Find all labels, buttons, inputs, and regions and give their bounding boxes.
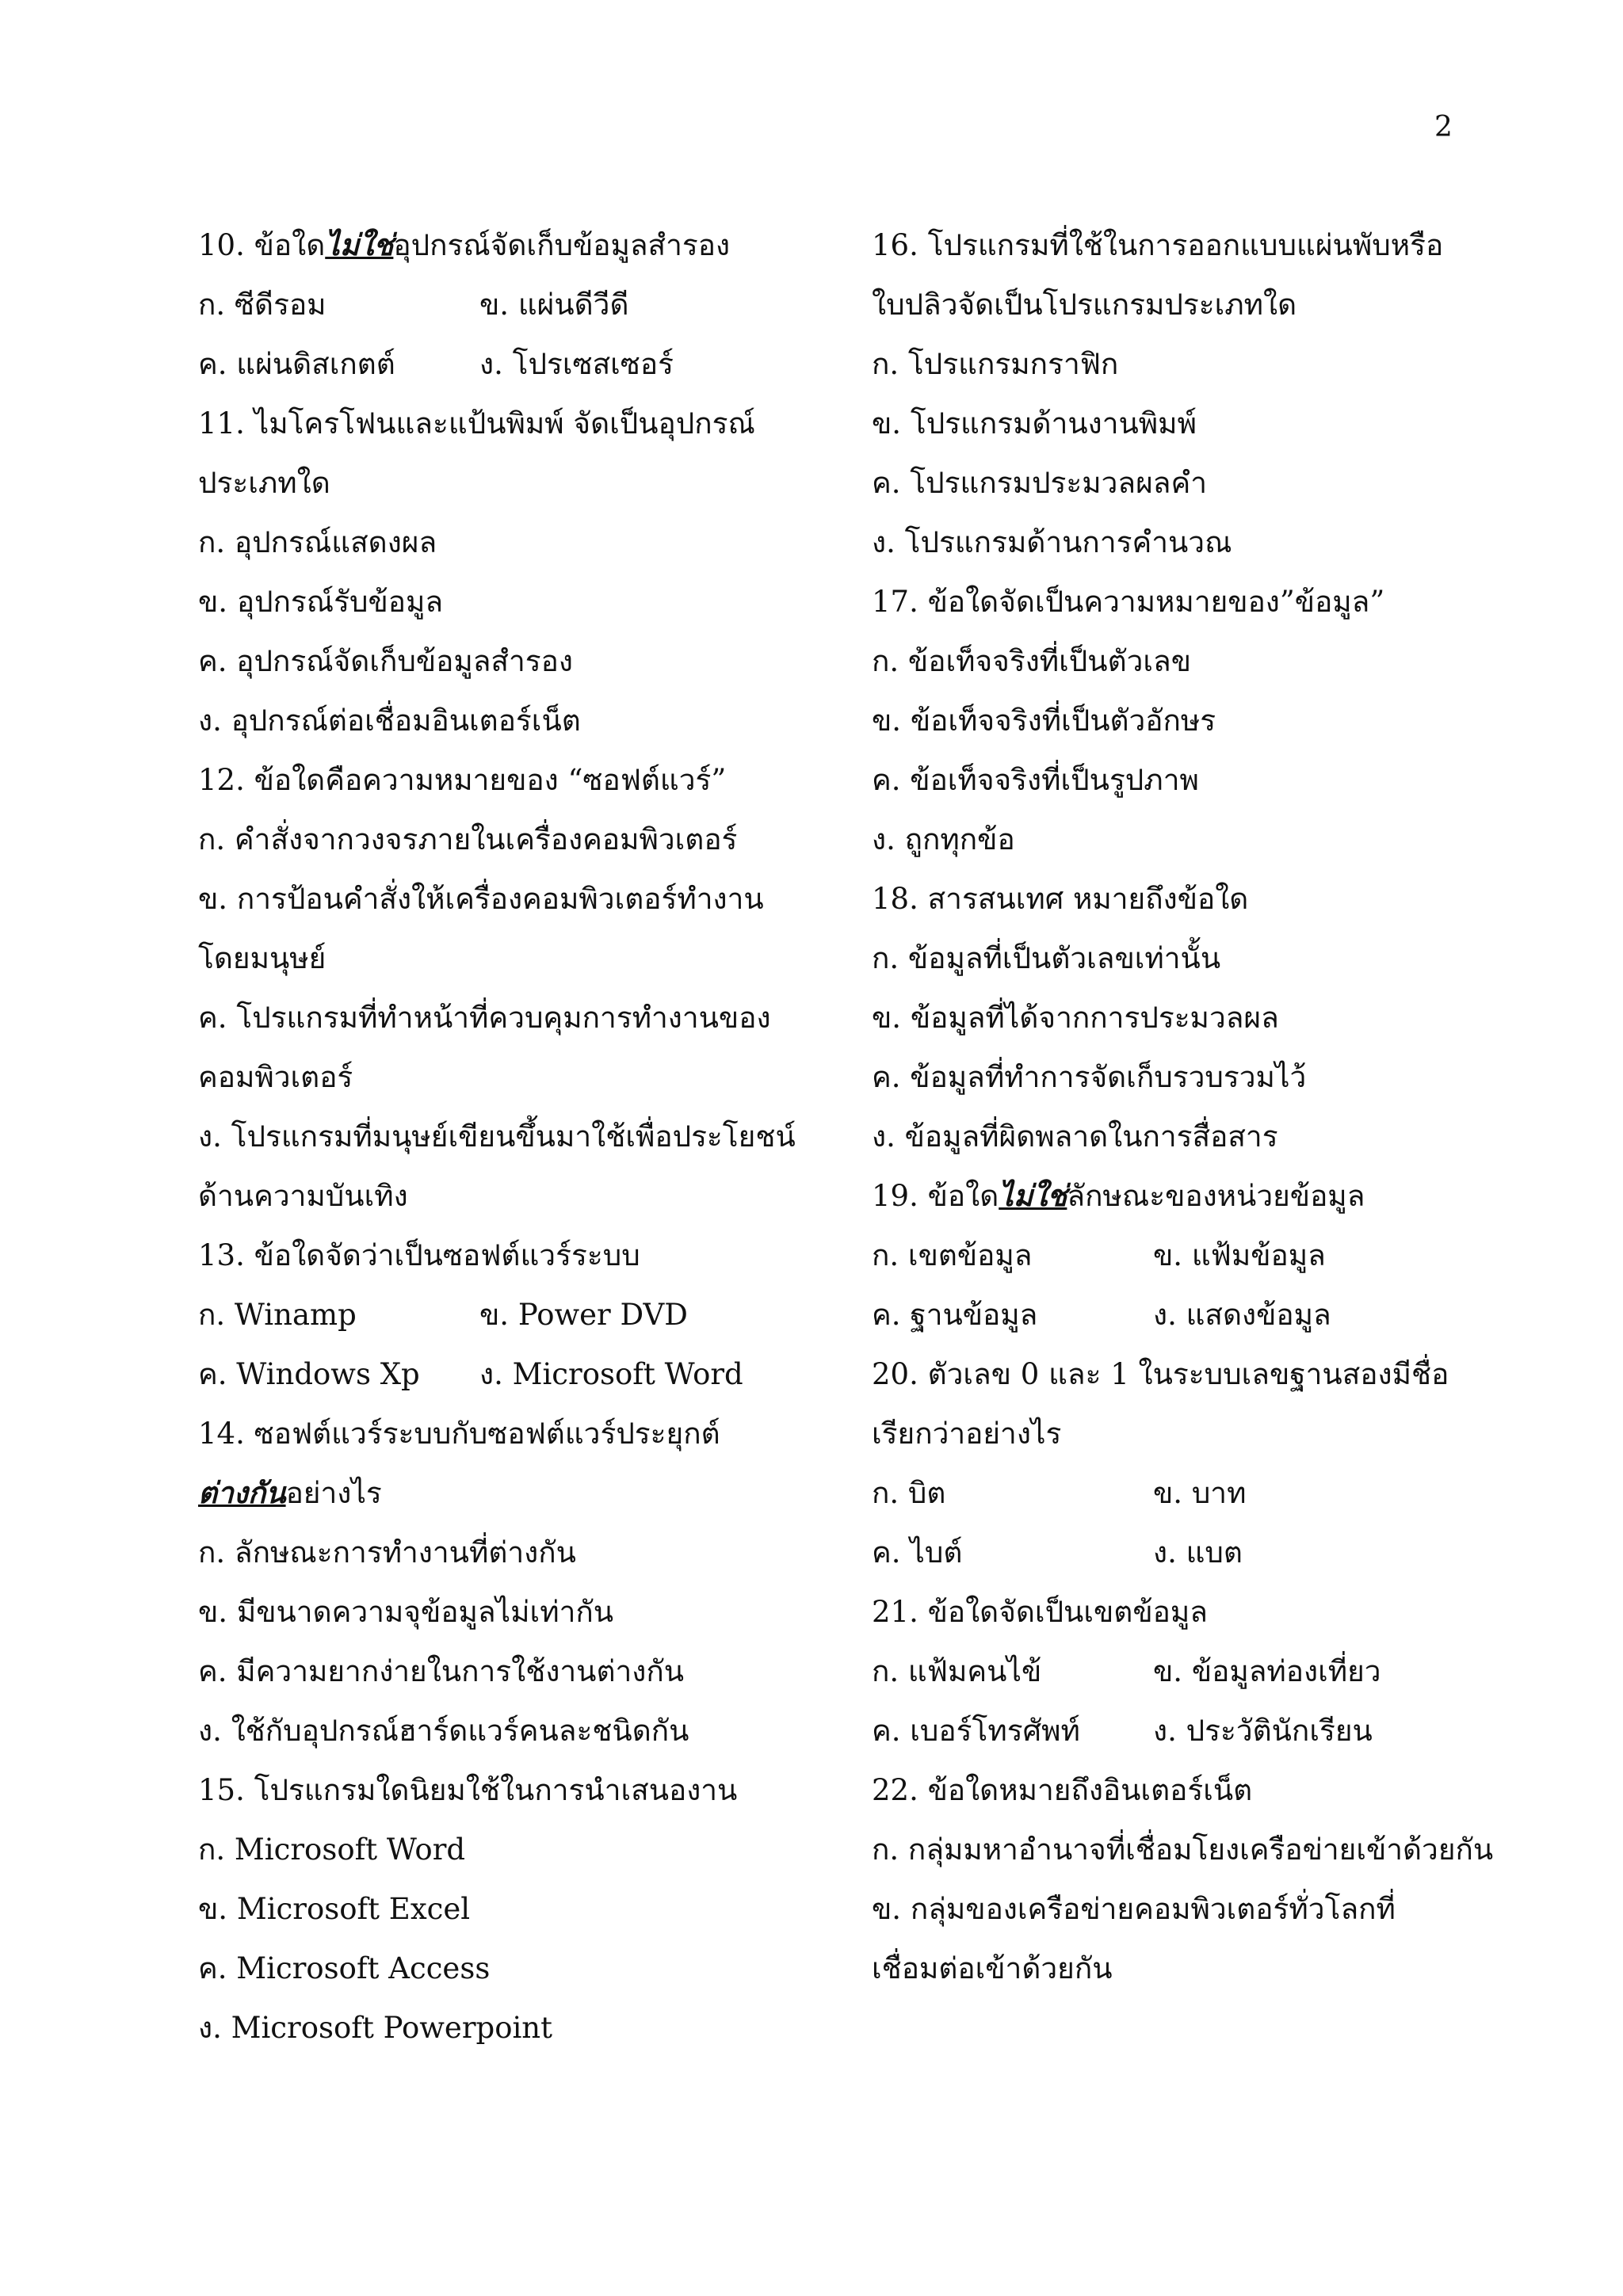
choice-option: ค. ฐานข้อมูล: [872, 1298, 1038, 1332]
text-line: เชื่อมต่อเข้าด้วยกัน: [872, 1951, 1113, 1985]
text-line: ค. Microsoft Access: [198, 1951, 491, 1985]
text-line: 11. ไมโครโฟนและแป้นพิมพ์ จัดเป็นอุปกรณ์: [198, 406, 755, 441]
text-line: ก. คำสั่งจากวงจรภายในเครื่องคอมพิวเตอร์: [198, 822, 738, 856]
text-line: ง. โปรแกรมด้านการคำนวณ: [872, 525, 1232, 559]
text-line: ใบปลิวจัดเป็นโปรแกรมประเภทใด: [872, 288, 1297, 322]
text-line: ก. กลุ่มมหาอำนาจที่เชื่อมโยงเครือข่ายเข้าด้วยกัน: [872, 1833, 1494, 1867]
text-line: ก. Microsoft Word: [198, 1833, 466, 1867]
left-column: [198, 215, 848, 2058]
choice-row: [872, 1463, 1569, 1523]
text-line: 13. ข้อใดจัดว่าเป็นซอฟต์แวร์ระบบ: [198, 1238, 640, 1272]
text-line: 20. ตัวเลข 0 และ 1 ในระบบเลขฐานสองมีชื่อ: [872, 1357, 1449, 1391]
choice-option: ก. Winamp: [198, 1298, 357, 1332]
text-line: ก. โปรแกรมกราฟิก: [872, 347, 1119, 381]
emphasis-text: ไม่ใช่: [999, 1178, 1067, 1213]
choice-option: ก. เขตข้อมูล: [872, 1238, 1033, 1272]
text-line: 22. ข้อใดหมายถึงอินเตอร์เน็ต: [872, 1773, 1253, 1807]
choice-row: [198, 275, 848, 334]
text-line: ข. โปรแกรมด้านงานพิมพ์: [872, 406, 1197, 441]
choice-option: ก. บิต: [872, 1476, 946, 1510]
choice-option: ค. เบอร์โทรศัพท์: [872, 1714, 1080, 1748]
choice-option: ข. บาท: [1153, 1476, 1247, 1510]
text-line: ก. ข้อเท็จจริงที่เป็นตัวเลข: [872, 644, 1192, 678]
choice-row: [198, 334, 848, 394]
choice-row: [198, 1285, 848, 1344]
choice-option: ง. โปรเซสเซอร์: [479, 347, 674, 381]
choice-row: [872, 1642, 1569, 1701]
text-line: 16. โปรแกรมที่ใช้ในการออกแบบแผ่นพับหรือ: [872, 228, 1444, 262]
choice-option: ข. แฟ้มข้อมูล: [1153, 1238, 1326, 1272]
question-line: [198, 1463, 848, 1523]
choice-option: ข. ข้อมูลท่องเที่ยว: [1153, 1654, 1381, 1688]
choice-row: [872, 1523, 1569, 1582]
text-line: ก. อุปกรณ์แสดงผล: [198, 525, 437, 559]
choice-option: ค. Windows Xp: [198, 1357, 420, 1391]
text-line: ประเภทใด: [198, 466, 330, 500]
right-column: [872, 215, 1569, 1998]
text-line: ค. มีความยากง่ายในการใช้งานต่างกัน: [198, 1654, 685, 1688]
text-line: ง. ถูกทุกข้อ: [872, 822, 1015, 856]
text-line: ค. ข้อเท็จจริงที่เป็นรูปภาพ: [872, 763, 1199, 797]
choice-option: ก. แฟ้มคนไข้: [872, 1654, 1042, 1688]
text-line: ข. ข้อมูลที่ได้จากการประมวลผล: [872, 1001, 1279, 1035]
choice-option: ค. ไบต์: [872, 1535, 963, 1569]
emphasis-text: ต่างกัน: [198, 1475, 286, 1510]
text-line: ง. ใช้กับอุปกรณ์ฮาร์ดแวร์คนละชนิดกัน: [198, 1714, 689, 1748]
text-line: ง. Microsoft Powerpoint: [198, 2011, 552, 2045]
text-line: ข. ข้อเท็จจริงที่เป็นตัวอักษร: [872, 704, 1216, 738]
choice-option: ค. แผ่นดิสเกตต์: [198, 347, 395, 381]
text-line: โดยมนุษย์: [198, 941, 327, 975]
text-line: ง. อุปกรณ์ต่อเชื่อมอินเตอร์เน็ต: [198, 704, 581, 738]
text-line: ง. ข้อมูลที่ผิดพลาดในการสื่อสาร: [872, 1119, 1278, 1154]
choice-row: [872, 1226, 1569, 1285]
text-line: 18. สารสนเทศ หมายถึงข้อใด: [872, 882, 1249, 916]
text-line: ค. อุปกรณ์จัดเก็บข้อมูลสำรอง: [198, 644, 573, 678]
question-text: ต่างกันอย่างไร: [198, 1475, 382, 1510]
text-line: ด้านความบันเทิง: [198, 1179, 408, 1213]
choice-row: [872, 1701, 1569, 1760]
question-line: [198, 215, 848, 275]
text-line: ค. โปรแกรมที่ทำหน้าที่ควบคุมการทำงานของ: [198, 1001, 771, 1035]
text-line: ข. การป้อนคำสั่งให้เครื่องคอมพิวเตอร์ทำงาน: [198, 882, 764, 916]
text-line: ข. อุปกรณ์รับข้อมูล: [198, 585, 444, 619]
text-line: 17. ข้อใดจัดเป็นความหมายของ”ข้อมูล”: [872, 585, 1385, 619]
text-line: ง. โปรแกรมที่มนุษย์เขียนขึ้นมาใช้เพื่อประโยชน์: [198, 1119, 796, 1154]
text-line: ค. ข้อมูลที่ทำการจัดเก็บรวบรวมไว้: [872, 1060, 1307, 1094]
choice-option: ง. แสดงข้อมูล: [1153, 1298, 1331, 1332]
text-line: 21. ข้อใดจัดเป็นเขตข้อมูล: [872, 1595, 1208, 1629]
choice-option: ข. แผ่นดีวีดี: [479, 288, 629, 322]
text-line: ข. Microsoft Excel: [198, 1892, 471, 1926]
question-line: [872, 1166, 1569, 1226]
text-line: 14. ซอฟต์แวร์ระบบกับซอฟต์แวร์ประยุกต์: [198, 1417, 720, 1451]
choice-row: [872, 1285, 1569, 1344]
text-line: ข. กลุ่มของเครือข่ายคอมพิวเตอร์ทั่วโลกที่: [872, 1892, 1396, 1926]
choice-option: ก. ซีดีรอม: [198, 288, 327, 322]
question-text: 10. ข้อใดไม่ใช่อุปกรณ์จัดเก็บข้อมูลสำรอง: [198, 227, 731, 262]
page-number: 2: [1434, 111, 1453, 143]
text-line: ก. ข้อมูลที่เป็นตัวเลขเท่านั้น: [872, 941, 1221, 975]
choice-option: ข. Power DVD: [479, 1298, 688, 1332]
text-line: ก. ลักษณะการทำงานที่ต่างกัน: [198, 1535, 576, 1569]
choice-option: ง. Microsoft Word: [479, 1357, 743, 1391]
choice-row: [198, 1344, 848, 1404]
choice-option: ง. ประวัตินักเรียน: [1153, 1714, 1373, 1748]
question-text: 19. ข้อใดไม่ใช่ลักษณะของหน่วยข้อมูล: [872, 1178, 1365, 1213]
text-line: 12. ข้อใดคือความหมายของ “ซอฟต์แวร์”: [198, 763, 727, 797]
text-line: คอมพิวเตอร์: [198, 1060, 353, 1094]
text-line: 15. โปรแกรมใดนิยมใช้ในการนำเสนองาน: [198, 1773, 738, 1807]
text-line: ค. โปรแกรมประมวลผลคำ: [872, 466, 1207, 500]
emphasis-text: ไม่ใช่: [325, 227, 394, 262]
text-line: ข. มีขนาดความจุข้อมูลไม่เท่ากัน: [198, 1595, 614, 1629]
text-line: เรียกว่าอย่างไร: [872, 1417, 1062, 1451]
choice-option: ง. แบต: [1153, 1535, 1243, 1569]
